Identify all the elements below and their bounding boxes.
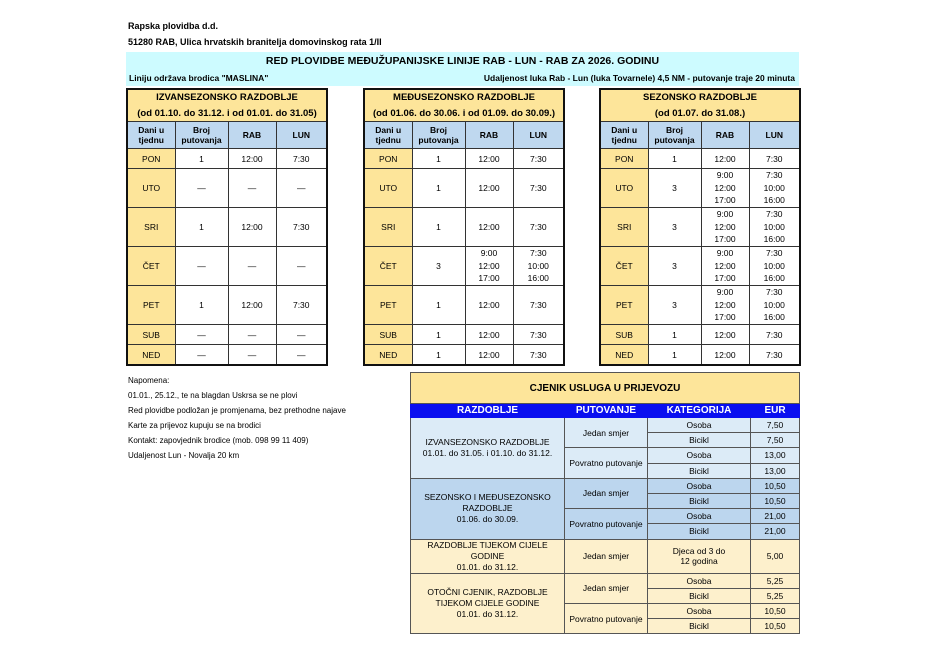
cell-lun: 7:30 10:00 16:00 xyxy=(749,208,800,247)
price-category: Bicikl xyxy=(648,524,751,539)
note-line: Kontakt: zapovjednik brodice (mob. 098 99 11 409) xyxy=(128,436,309,445)
cell-day: NED xyxy=(364,345,412,366)
schedule-row xyxy=(364,247,564,286)
schedule-table xyxy=(599,88,801,366)
header-category: KATEGORIJA xyxy=(648,404,751,418)
cell-rab: 12:00 xyxy=(228,149,276,169)
price-category: Bicikl xyxy=(648,619,751,634)
cell-lun: — xyxy=(276,169,327,208)
price-period: OTOČNI CJENIK, RAZDOBLJE TIJEKOM CIJELE GODINE 01.01. do 31.12. xyxy=(411,573,565,634)
period-dates: (od 01.07. do 31.08.) xyxy=(600,105,800,122)
price-row xyxy=(411,539,800,573)
cell-lun: 7:30 xyxy=(513,208,564,247)
price-category: Osoba xyxy=(648,418,751,433)
cell-day: PET xyxy=(600,286,648,325)
cell-lun: 7:30 xyxy=(513,169,564,208)
schedule-row xyxy=(600,149,800,169)
price-trip: Jedan smjer xyxy=(565,478,648,508)
schedule-row xyxy=(600,345,800,366)
schedule-row xyxy=(364,325,564,345)
period-dates: (od 01.06. do 30.06. i od 01.09. do 30.09.) xyxy=(364,105,564,122)
price-eur: 13,00 xyxy=(751,463,800,478)
cell-rab: 9:00 12:00 17:00 xyxy=(701,208,749,247)
cell-trips: 1 xyxy=(648,325,701,345)
cell-rab: 12:00 xyxy=(465,169,513,208)
column-header-day: Dani u tjednu xyxy=(364,122,412,149)
cell-day: PON xyxy=(600,149,648,169)
cell-day: SUB xyxy=(127,325,175,345)
schedule-row xyxy=(127,169,327,208)
column-header-day: Dani u tjednu xyxy=(600,122,648,149)
price-trip: Jedan smjer xyxy=(565,539,648,573)
column-header-rab: RAB xyxy=(465,122,513,149)
price-trip: Povratno putovanje xyxy=(565,448,648,478)
company-info xyxy=(128,18,382,50)
schedule-row xyxy=(127,149,327,169)
price-eur: 21,00 xyxy=(751,509,800,524)
header-trip: PUTOVANJE xyxy=(565,404,648,418)
schedule-table xyxy=(126,88,328,366)
cell-rab: 12:00 xyxy=(701,325,749,345)
price-eur: 5,00 xyxy=(751,539,800,573)
cell-day: SUB xyxy=(364,325,412,345)
price-category: Osoba xyxy=(648,603,751,618)
cell-day: UTO xyxy=(127,169,175,208)
price-category: Osoba xyxy=(648,478,751,493)
price-period: RAZDOBLJE TIJEKOM CIJELE GODINE 01.01. do 31.12. xyxy=(411,539,565,573)
price-category: Bicikl xyxy=(648,433,751,448)
price-category: Osoba xyxy=(648,509,751,524)
cell-day: SRI xyxy=(600,208,648,247)
cell-lun: 7:30 10:00 16:00 xyxy=(749,286,800,325)
schedule-row xyxy=(364,286,564,325)
column-header-lun: LUN xyxy=(276,122,327,149)
schedule-row xyxy=(600,208,800,247)
cell-trips: 1 xyxy=(648,149,701,169)
cell-lun: 7:30 xyxy=(513,286,564,325)
column-header-lun: LUN xyxy=(749,122,800,149)
cell-day: UTO xyxy=(600,169,648,208)
price-trip: Povratno putovanje xyxy=(565,603,648,633)
note-line: Karte za prijevoz kupuju se na brodici xyxy=(128,421,261,430)
price-table xyxy=(410,372,800,634)
cell-lun: 7:30 xyxy=(513,345,564,366)
cell-rab: 12:00 xyxy=(228,208,276,247)
schedule-row xyxy=(364,208,564,247)
cell-trips: 3 xyxy=(648,208,701,247)
cell-lun: 7:30 xyxy=(749,149,800,169)
cell-day: SUB xyxy=(600,325,648,345)
cell-day: UTO xyxy=(364,169,412,208)
cell-trips: 1 xyxy=(175,286,228,325)
title-banner xyxy=(126,52,799,86)
cell-lun: 7:30 xyxy=(276,149,327,169)
cell-trips: 3 xyxy=(648,169,701,208)
cell-rab: 12:00 xyxy=(228,286,276,325)
cell-day: PET xyxy=(364,286,412,325)
price-eur: 21,00 xyxy=(751,524,800,539)
price-row xyxy=(411,478,800,493)
price-eur: 10,50 xyxy=(751,619,800,634)
cell-trips: 1 xyxy=(175,208,228,247)
schedule-row xyxy=(127,345,327,366)
cell-day: NED xyxy=(127,345,175,366)
vessel-info: Liniju održava brodica "MASLINA" xyxy=(129,73,269,83)
column-header-trips: Broj putovanja xyxy=(648,122,701,149)
cell-day: ČET xyxy=(600,247,648,286)
schedule-row xyxy=(364,345,564,366)
cell-trips: 3 xyxy=(648,286,701,325)
cell-trips: — xyxy=(175,169,228,208)
cell-rab: 12:00 xyxy=(465,149,513,169)
price-eur: 5,25 xyxy=(751,588,800,603)
price-eur: 7,50 xyxy=(751,418,800,433)
schedule-row xyxy=(600,169,800,208)
price-eur: 7,50 xyxy=(751,433,800,448)
price-trip: Jedan smjer xyxy=(565,573,648,603)
period-title: IZVANSEZONSKO RAZDOBLJE xyxy=(127,89,327,105)
cell-lun: 7:30 xyxy=(513,149,564,169)
cell-trips: — xyxy=(175,325,228,345)
schedule-row xyxy=(364,169,564,208)
cell-rab: 12:00 xyxy=(701,345,749,366)
company-name: Rapska plovidba d.d. xyxy=(128,21,219,31)
cell-rab: — xyxy=(228,345,276,366)
period-title: MEĐUSEZONSKO RAZDOBLJE xyxy=(364,89,564,105)
cell-rab: 9:00 12:00 17:00 xyxy=(701,286,749,325)
schedule-row xyxy=(127,286,327,325)
cell-rab: — xyxy=(228,247,276,286)
price-period: IZVANSEZONSKO RAZDOBLJE 01.01. do 31.05. i 01.10. do 31.12. xyxy=(411,418,565,479)
price-trip: Jedan smjer xyxy=(565,418,648,448)
cell-day: NED xyxy=(600,345,648,366)
period-dates: (od 01.10. do 31.12. i od 01.01. do 31.05) xyxy=(127,105,327,122)
cell-lun: 7:30 10:00 16:00 xyxy=(749,169,800,208)
schedule-row xyxy=(600,247,800,286)
price-category: Bicikl xyxy=(648,588,751,603)
price-row xyxy=(411,573,800,588)
price-eur: 5,25 xyxy=(751,573,800,588)
cell-rab: 12:00 xyxy=(465,286,513,325)
cell-rab: 12:00 xyxy=(465,208,513,247)
schedule-row xyxy=(127,325,327,345)
cell-lun: — xyxy=(276,325,327,345)
notes-heading: Napomena: xyxy=(128,376,170,385)
header-period: RAZDOBLJE xyxy=(411,404,565,418)
price-eur: 13,00 xyxy=(751,448,800,463)
cell-day: SRI xyxy=(127,208,175,247)
price-period: SEZONSKO I MEĐUSEZONSKO RAZDOBLJE 01.06. do 30.09. xyxy=(411,478,565,539)
cell-trips: 1 xyxy=(648,345,701,366)
cell-rab: 9:00 12:00 17:00 xyxy=(701,169,749,208)
header-eur: EUR xyxy=(751,404,800,418)
cell-day: ČET xyxy=(127,247,175,286)
cell-trips: 1 xyxy=(412,325,465,345)
cell-rab: — xyxy=(228,169,276,208)
cell-lun: — xyxy=(276,247,327,286)
document-title: RED PLOVIDBE MEĐUŽUPANIJSKE LINIJE RAB - LUN - RAB ZA 2026. GODINU xyxy=(265,55,660,67)
cell-lun: 7:30 xyxy=(749,345,800,366)
column-header-rab: RAB xyxy=(701,122,749,149)
cell-lun: 7:30 xyxy=(276,208,327,247)
cell-rab: 9:00 12:00 17:00 xyxy=(701,247,749,286)
price-category: Bicikl xyxy=(648,493,751,508)
column-header-trips: Broj putovanja xyxy=(175,122,228,149)
cell-lun: 7:30 xyxy=(513,325,564,345)
note-line: Udaljenost Lun - Novalja 20 km xyxy=(128,451,240,460)
price-category: Osoba xyxy=(648,448,751,463)
price-row xyxy=(411,418,800,433)
cell-rab: 12:00 xyxy=(701,149,749,169)
price-category: Osoba xyxy=(648,573,751,588)
note-line: Red plovidbe podložan je promjenama, bez prethodne najave xyxy=(128,406,346,415)
column-header-lun: LUN xyxy=(513,122,564,149)
schedule-row xyxy=(600,286,800,325)
note-line: 01.01., 25.12., te na blagdan Uskrsa se ne plovi xyxy=(128,391,298,400)
schedule-row xyxy=(127,208,327,247)
cell-rab: 9:00 12:00 17:00 xyxy=(465,247,513,286)
cell-trips: 3 xyxy=(412,247,465,286)
price-title: CJENIK USLUGA U PRIJEVOZU xyxy=(411,373,800,404)
price-eur: 10,50 xyxy=(751,478,800,493)
company-address: 51280 RAB, Ulica hrvatskih branitelja domovinskog rata 1/II xyxy=(128,37,382,47)
cell-lun: 7:30 10:00 16:00 xyxy=(513,247,564,286)
period-title: SEZONSKO RAZDOBLJE xyxy=(600,89,800,105)
cell-rab: 12:00 xyxy=(465,325,513,345)
price-category: Djeca od 3 do 12 godina xyxy=(648,539,751,573)
cell-trips: 3 xyxy=(648,247,701,286)
cell-rab: — xyxy=(228,325,276,345)
price-eur: 10,50 xyxy=(751,603,800,618)
price-eur: 10,50 xyxy=(751,493,800,508)
cell-trips: 1 xyxy=(412,286,465,325)
schedule-table xyxy=(363,88,565,366)
schedule-row xyxy=(127,247,327,286)
cell-trips: — xyxy=(175,247,228,286)
cell-day: PET xyxy=(127,286,175,325)
cell-trips: 1 xyxy=(412,208,465,247)
cell-trips: — xyxy=(175,345,228,366)
cell-day: SRI xyxy=(364,208,412,247)
price-category: Bicikl xyxy=(648,463,751,478)
distance-info: Udaljenost luka Rab - Lun (luka Tovarnele) 4,5 NM - putovanje traje 20 minuta xyxy=(483,73,795,83)
schedule-row xyxy=(364,149,564,169)
cell-day: ČET xyxy=(364,247,412,286)
cell-lun: 7:30 xyxy=(749,325,800,345)
cell-lun: — xyxy=(276,345,327,366)
schedule-row xyxy=(600,325,800,345)
cell-trips: 1 xyxy=(412,345,465,366)
cell-trips: 1 xyxy=(175,149,228,169)
price-trip: Povratno putovanje xyxy=(565,509,648,539)
cell-day: PON xyxy=(127,149,175,169)
cell-rab: 12:00 xyxy=(465,345,513,366)
cell-trips: 1 xyxy=(412,169,465,208)
cell-day: PON xyxy=(364,149,412,169)
column-header-day: Dani u tjednu xyxy=(127,122,175,149)
column-header-rab: RAB xyxy=(228,122,276,149)
cell-lun: 7:30 10:00 16:00 xyxy=(749,247,800,286)
column-header-trips: Broj putovanja xyxy=(412,122,465,149)
notes xyxy=(128,373,346,463)
cell-lun: 7:30 xyxy=(276,286,327,325)
cell-trips: 1 xyxy=(412,149,465,169)
